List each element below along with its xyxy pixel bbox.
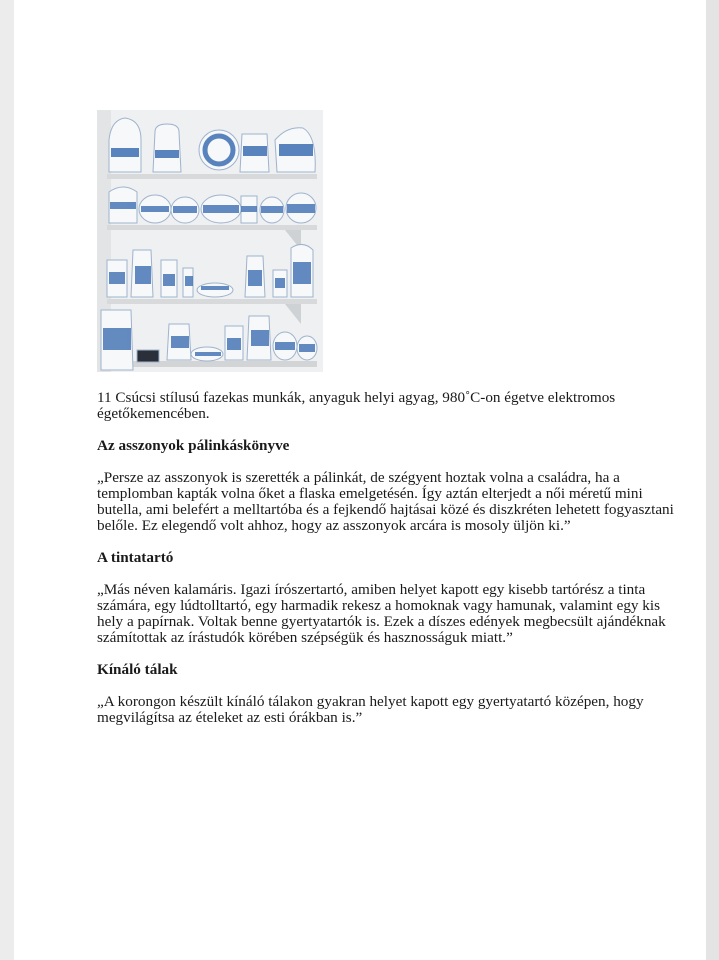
section-text-kinalo-talak: „A korongon készült kínáló tálakon gyakran helyet kapott egy gyertyatartó középen, hogy megvilágítsa az ételeket az esti órákban is.” xyxy=(97,693,644,726)
section-heading-tintatarto: A tintatartó xyxy=(97,549,174,566)
document-page xyxy=(14,0,706,960)
figure-caption: 11 Csúcsi stílusú fazekas munkák, anyaguk helyi agyag, 980˚C-on égetve elektromos égetőkemencében. xyxy=(97,389,616,422)
section-heading-kinalo-talak: Kínáló tálak xyxy=(97,661,178,678)
section-text-tintatarto: „Más néven kalamáris. Igazi írószertartó, amiben helyet kapott egy kisebb tartórész a tinta számára, egy lúdtolltartó, egy harmadik rekesz a homoknak vagy hamunak, valamint egy kis hely a papírnak. Voltak benne gyertyatartók is. Ezek a díszes edények megbecsült ajándéknak számítottak az írástudók körében szépségük és hasznosságuk miatt.” xyxy=(97,581,666,646)
section-heading-palinkaskonyv: Az asszonyok pálinkáskönyve xyxy=(97,437,290,454)
page-edge xyxy=(706,0,719,960)
page-content xyxy=(97,110,677,726)
ceramics-shelf-photo xyxy=(97,110,323,372)
section-text-palinkaskonyv: „Persze az asszonyok is szerették a pálinkát, de szégyent hoztak volna a családra, ha a templomban kapták volna őket a flaska emelgetésén. Így aztán elterjedt a női méretű mini butella, ami belefért a melltartóba és a fejkendő hajtásai közé és diszkréten lehetett fogyasztani belőle. Ez elegendő volt ahhoz, hogy az asszonyok arcára is mosoly üljön ki.” xyxy=(97,469,674,534)
